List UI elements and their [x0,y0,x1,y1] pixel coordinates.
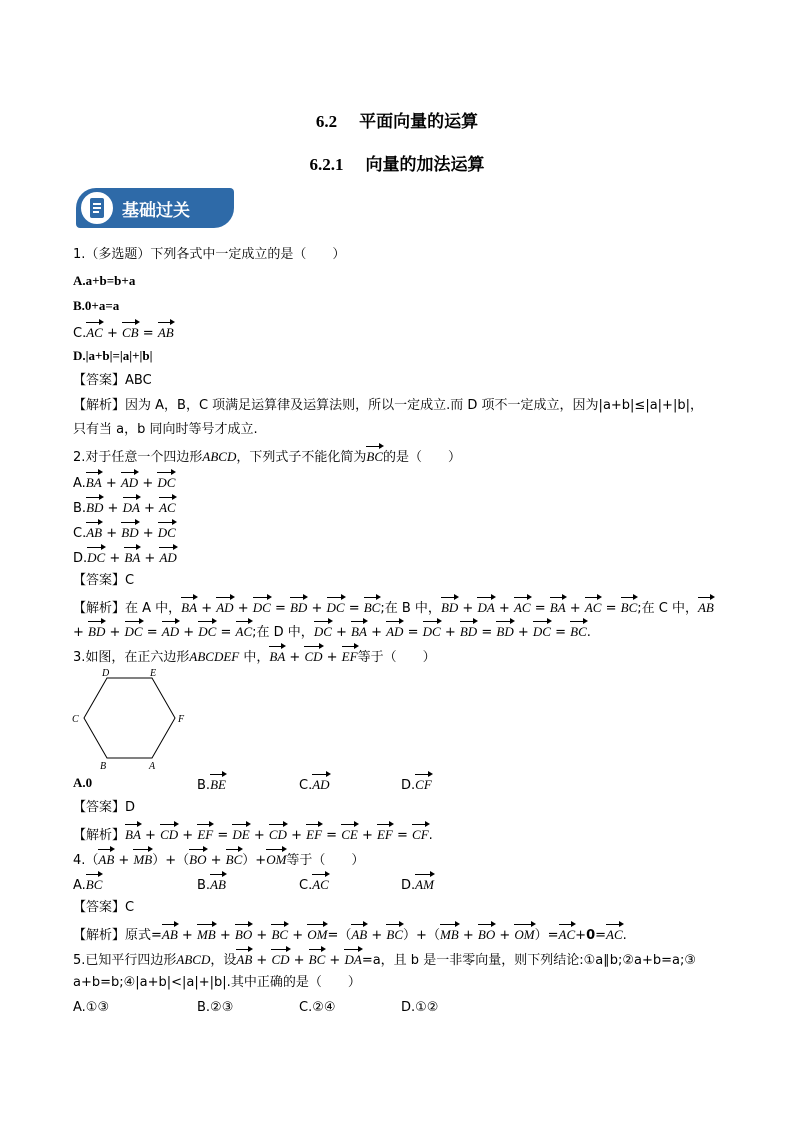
vertex-label-f: F [178,714,185,725]
q5-option-d: D.①② [401,1000,439,1015]
q3-answer: 【答案】D [73,800,136,815]
q2-answer: 【答案】C [73,573,135,588]
q4-option-a: A.BC [73,874,102,895]
q3-stem: 3.如图，在正六边形ABCDEF 中，BA + CD + EF等于（ ） [73,646,436,667]
q1-stem: 1.（多选题）下列各式中一定成立的是（ ） [73,247,346,262]
q1-option-b: B.0+a=a [73,298,120,313]
banner-label: 基础过关 [122,201,190,221]
section-title: 6.2 平面向量的运算 [315,112,479,132]
vertex-label-b: B [100,761,107,772]
q3-options [73,774,473,792]
q5-stem-line1: 5.已知平行四边形ABCD，设AB + CD + BC + DA=a，且 b 是一非零向量，则下列结论:①a∥b;②a+b=a;③ [73,949,696,970]
q1-option-d: D.|a+b|=|a|+|b| [73,348,153,363]
notebook-icon [79,190,115,226]
q4-answer: 【答案】C [73,900,135,915]
q3-analysis: 【解析】BA + CD + EF = DE + CD + EF = CE + EF = CF. [73,824,433,845]
vertex-label-c: C [72,714,79,725]
subsection-title: 6.2.1 向量的加法运算 [309,155,485,175]
q2-option-d: D.DC + BA + AD [73,547,177,568]
q3-option-d: D.CF [401,774,432,795]
q3-option-a: A.0 [73,775,93,790]
hexagon-figure [72,665,187,773]
q5-option-a: A.①③ [73,1000,110,1015]
q2-stem: 2.对于任意一个四边形ABCD，下列式子不能化简为BC的是（ ） [73,446,461,467]
q4-stem: 4.（AB + MB）+（BO + BC）+OM等于（ ） [73,849,364,870]
q1-analysis-line1: 【解析】因为 A，B，C 项满足运算律及运算法则，所以一定成立.而 D 项不一定成立，因为|a+b|≤|a|+|b|， [73,398,703,413]
vertex-label-d: D [102,668,110,679]
q1-option-a: A.a+b=b+a [73,273,136,288]
q1-analysis-line2: 只有当 a，b 同向时等号才成立. [73,422,258,437]
vertex-label-a: A [149,761,156,772]
q4-option-d: D.AM [401,874,434,895]
q5-option-b: B.②③ [197,1000,234,1015]
q2-analysis-line2: + BD + DC = AD + DC = AC;在 D 中，DC + BA + AD = DC + BD = BD + DC = BC. [73,621,591,642]
q1-answer: 【答案】ABC [73,373,152,388]
q2-option-a: A.BA + AD + DC [73,472,175,493]
q1-option-c: C.AC + CB = AB [73,322,174,343]
q2-option-c: C.AB + BD + DC [73,522,176,543]
q4-analysis: 【解析】原式=AB + MB + BO + BC + OM=（AB + BC）+（MB + BO + OM）=AC+0=AC. [73,924,627,945]
vertex-label-e: E [150,668,157,679]
q5-option-c: C.②④ [299,1000,336,1015]
q2-analysis-line1: 【解析】在 A 中，BA + AD + DC = BD + DC = BC;在 B 中，BD + DA + AC = BA + AC = BC;在 C 中，AB [73,597,714,618]
q2-option-b: B.BD + DA + AC [73,497,176,518]
q5-options [73,999,473,1017]
q5-stem-line2: a+b=b;④|a+b|<|a|+|b|.其中正确的是（ ） [73,975,361,990]
q3-option-b: B.BE [197,774,226,795]
q4-options [73,874,473,892]
q4-option-b: B.AB [197,874,226,895]
q3-option-c: C.AD [299,774,330,795]
q4-option-c: C.AC [299,874,329,895]
section-banner [76,188,236,230]
